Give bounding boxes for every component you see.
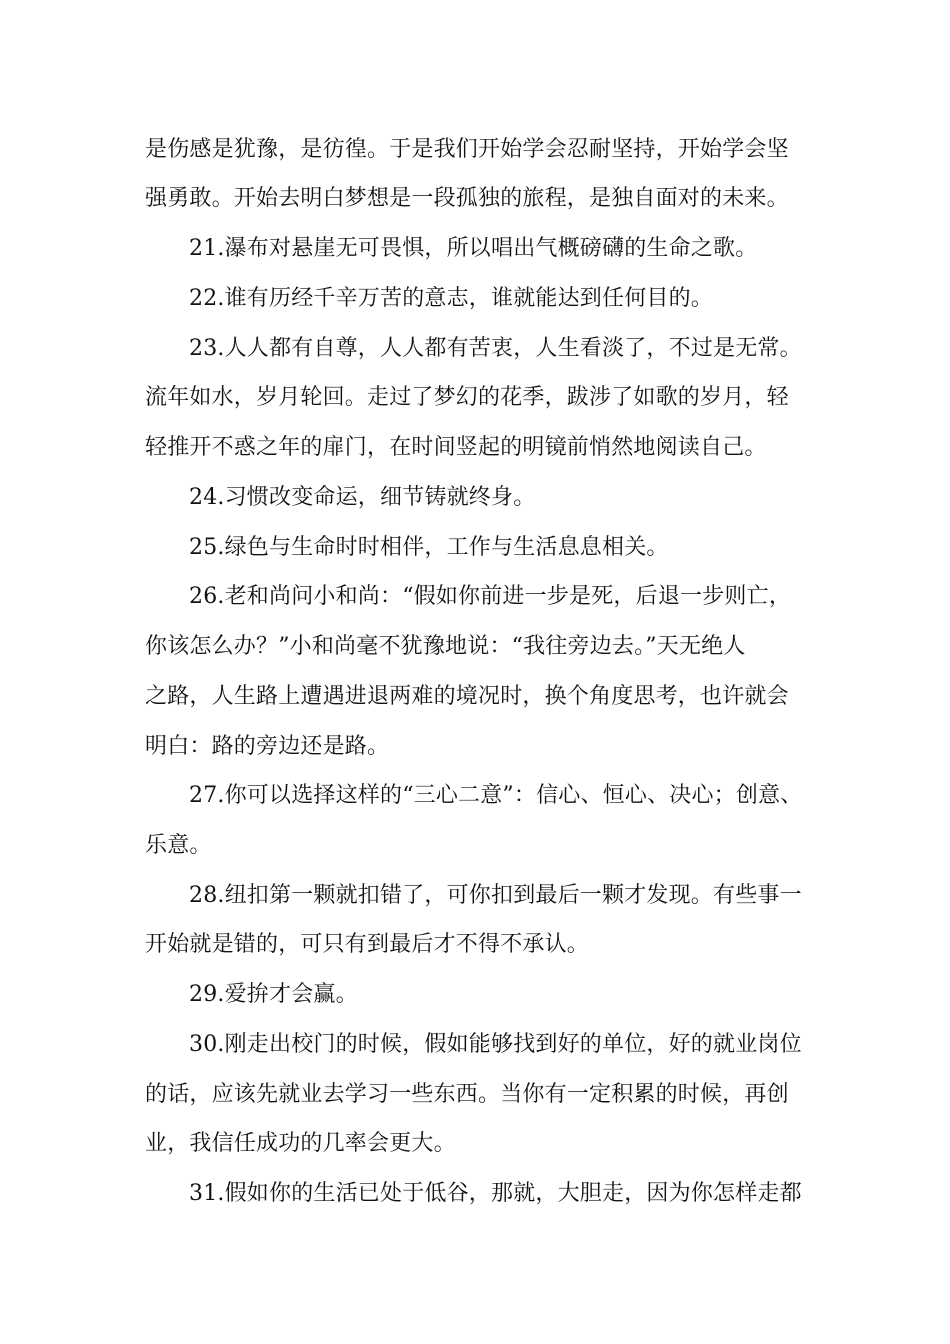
text-line: 之路，人生路上遭遇进退两难的境况时，换个角度思考，也许就会 [145, 684, 789, 709]
text-line: 的话，应该先就业去学习一些东西。当你有一定积累的时候，再创 [145, 1082, 789, 1107]
text-line: 轻推开不惑之年的扉门，在时间竖起的明镜前悄然地阅读自己。 [145, 435, 767, 460]
text-line: 22.谁有历经千辛万苦的意志，谁就能达到任何目的。 [189, 286, 713, 311]
text-line: 开始就是错的，可只有到最后才不得不承认。 [145, 932, 590, 957]
text-line: 27.你可以选择这样的“三心二意”：信心、恒心、决心；创意、 [189, 783, 803, 808]
text-line: 28.纽扣第一颗就扣错了，可你扣到最后一颗才发现。有些事一 [189, 883, 802, 908]
text-line: 26.老和尚问小和尚：“假如你前进一步是死，后退一步则亡， [189, 584, 792, 609]
text-line: 31.假如你的生活已处于低谷，那就，大胆走，因为你怎样走都 [189, 1181, 802, 1206]
text-line: 你该怎么办？”小和尚毫不犹豫地说：“我往旁边去。”天无绝人 [145, 634, 746, 659]
text-line: 29.爱拚才会赢。 [189, 982, 358, 1007]
text-line: 25.绿色与生命时时相伴，工作与生活息息相关。 [189, 535, 669, 560]
text-line: 23.人人都有自尊，人人都有苦衷，人生看淡了，不过是无常。 [189, 336, 802, 361]
text-line: 30.刚走出校门的时候，假如能够找到好的单位，好的就业岗位 [189, 1032, 802, 1057]
text-line: 乐意。 [145, 833, 212, 858]
text-line: 业，我信任成功的几率会更大。 [145, 1131, 456, 1156]
text-line: 强勇敢。开始去明白梦想是一段孤独的旅程，是独自面对的未来。 [145, 186, 789, 211]
text-line: 流年如水，岁月轮回。走过了梦幻的花季，跋涉了如歌的岁月，轻 [145, 385, 789, 410]
text-line: 是伤感是犹豫，是彷徨。于是我们开始学会忍耐坚持，开始学会坚 [145, 137, 789, 162]
text-line: 24.习惯改变命运，细节铸就终身。 [189, 485, 536, 510]
text-line: 明白：路的旁边还是路。 [145, 734, 390, 759]
text-line: 21.瀑布对悬崖无可畏惧，所以唱出气概磅礴的生命之歌。 [189, 236, 758, 261]
